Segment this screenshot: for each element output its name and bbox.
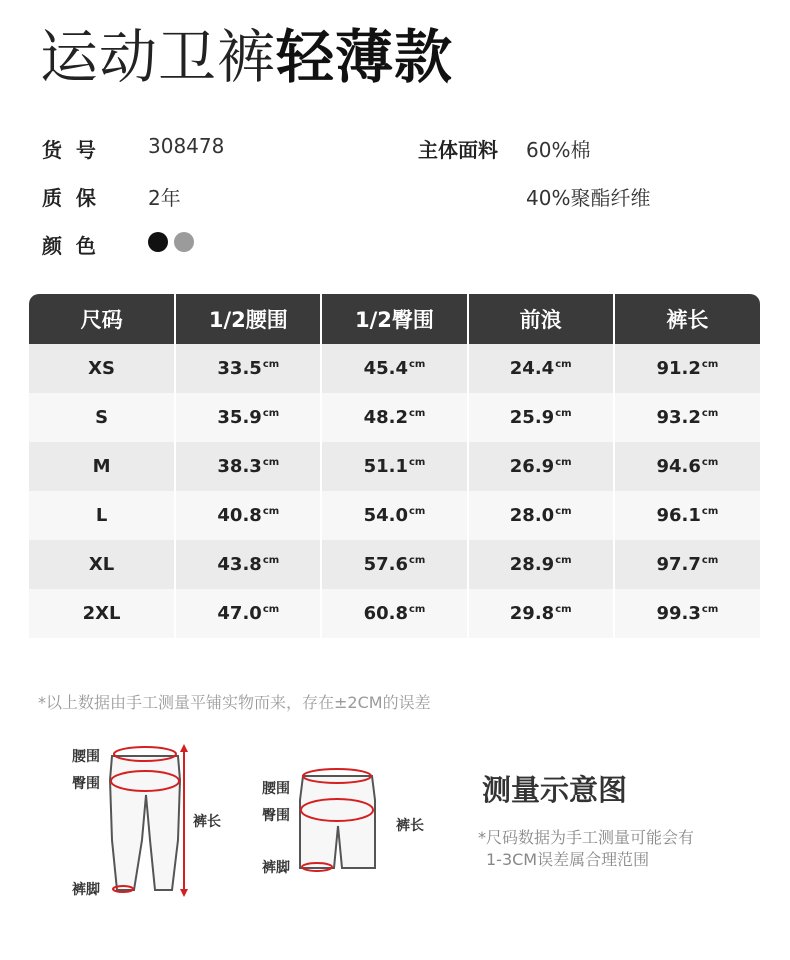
cell-value: L bbox=[95, 505, 108, 526]
unit-label: cm bbox=[262, 457, 280, 468]
cell-value: 33.5 bbox=[217, 358, 262, 379]
header-size: 尺码 bbox=[29, 294, 175, 344]
cell-value: 45.4 bbox=[363, 358, 408, 379]
unit-label: cm bbox=[409, 604, 426, 615]
item-no-value: 308478 bbox=[148, 134, 225, 158]
cell-half-waist bbox=[175, 491, 321, 540]
title-bold: 轻薄款 bbox=[276, 23, 454, 91]
cell-value: 96.1 bbox=[656, 505, 701, 526]
cell-value: 47.0 bbox=[217, 603, 262, 624]
diagram-note-line1: *尺码数据为手工测量可能会有 bbox=[478, 828, 695, 847]
unit-label: cm bbox=[409, 555, 426, 566]
unit-label: cm bbox=[262, 604, 280, 615]
title-light: 运动卫裤 bbox=[40, 23, 277, 91]
unit-label: cm bbox=[409, 457, 426, 468]
table-row bbox=[29, 540, 760, 589]
page-title bbox=[40, 22, 453, 92]
cell-half-hip bbox=[321, 540, 467, 589]
unit-label: cm bbox=[555, 457, 572, 468]
item-no-label: 货 号 bbox=[42, 138, 96, 162]
shorts-illustration bbox=[300, 769, 375, 871]
unit-label: cm bbox=[701, 457, 719, 468]
cell-value: 2XL bbox=[82, 603, 121, 624]
cell-half-hip bbox=[321, 344, 467, 393]
cell-size bbox=[29, 393, 175, 442]
unit-label: cm bbox=[409, 506, 426, 517]
shorts-waist-label: 腰围 bbox=[262, 781, 290, 797]
table-row bbox=[29, 344, 760, 393]
cell-value: XL bbox=[88, 554, 115, 575]
unit-label: cm bbox=[409, 359, 426, 370]
cell-value: XS bbox=[88, 358, 116, 379]
unit-label: cm bbox=[409, 408, 426, 419]
cell-value: 25.9 bbox=[509, 407, 555, 428]
fabric-value-2: 40%聚酯纤维 bbox=[526, 186, 651, 210]
unit-label: cm bbox=[701, 604, 719, 615]
color-swatch-black[interactable] bbox=[148, 232, 168, 252]
cell-value: 94.6 bbox=[656, 456, 701, 477]
cell-half-waist bbox=[175, 540, 321, 589]
unit-label: cm bbox=[701, 359, 719, 370]
color-label: 颜 色 bbox=[42, 234, 96, 258]
warranty-label: 质 保 bbox=[42, 186, 96, 210]
cell-half-waist bbox=[175, 344, 321, 393]
cell-length bbox=[614, 540, 760, 589]
cell-front-rise bbox=[468, 344, 614, 393]
cell-half-waist bbox=[175, 589, 321, 638]
shorts-hip-label: 臀围 bbox=[262, 808, 290, 824]
cell-value: 24.4 bbox=[509, 358, 555, 379]
cell-size bbox=[29, 442, 175, 491]
unit-label: cm bbox=[555, 359, 572, 370]
cell-value: 38.3 bbox=[217, 456, 262, 477]
diagram-note-line2: 1-3CM误差属合理范围 bbox=[486, 850, 650, 869]
cell-size bbox=[29, 344, 175, 393]
unit-label: cm bbox=[555, 555, 572, 566]
fabric-label: 主体面料 bbox=[418, 138, 498, 162]
unit-label: cm bbox=[701, 555, 719, 566]
cell-value: 93.2 bbox=[656, 407, 701, 428]
cell-value: 40.8 bbox=[217, 505, 262, 526]
unit-label: cm bbox=[701, 408, 719, 419]
cell-front-rise bbox=[468, 393, 614, 442]
cell-value: 91.2 bbox=[656, 358, 701, 379]
cell-value: 28.9 bbox=[509, 554, 555, 575]
cell-value: M bbox=[92, 456, 111, 477]
cell-value: 43.8 bbox=[217, 554, 262, 575]
unit-label: cm bbox=[262, 506, 280, 517]
shorts-length-label: 裤长 bbox=[396, 818, 424, 834]
unit-label: cm bbox=[555, 604, 572, 615]
cell-value: 29.8 bbox=[509, 603, 555, 624]
table-row bbox=[29, 442, 760, 491]
long-pants-illustration bbox=[110, 744, 188, 897]
cell-value: 26.9 bbox=[509, 456, 555, 477]
cell-value: 99.3 bbox=[656, 603, 701, 624]
cell-value: 35.9 bbox=[217, 407, 262, 428]
cell-value: 48.2 bbox=[363, 407, 408, 428]
long-pants-waist-label: 腰围 bbox=[72, 749, 100, 765]
diagram-title: 测量示意图 bbox=[482, 773, 628, 807]
unit-label: cm bbox=[262, 555, 280, 566]
cell-value: 54.0 bbox=[363, 505, 408, 526]
cell-half-hip bbox=[321, 393, 467, 442]
long-pants-length-label: 裤长 bbox=[193, 814, 221, 830]
cell-front-rise bbox=[468, 442, 614, 491]
table-row bbox=[29, 491, 760, 540]
cell-size bbox=[29, 491, 175, 540]
cell-length bbox=[614, 344, 760, 393]
cell-front-rise bbox=[468, 540, 614, 589]
size-table-header bbox=[29, 294, 760, 344]
cell-size bbox=[29, 589, 175, 638]
header-half-waist: 1/2腰围 bbox=[175, 294, 321, 344]
cell-half-waist bbox=[175, 393, 321, 442]
cell-half-hip bbox=[321, 491, 467, 540]
warranty-value: 2年 bbox=[148, 186, 181, 210]
cell-half-waist bbox=[175, 442, 321, 491]
cell-value: 97.7 bbox=[656, 554, 701, 575]
cell-value: 60.8 bbox=[363, 603, 408, 624]
measurement-note: *以上数据由手工测量平铺实物而来，存在±2CM的误差 bbox=[38, 693, 431, 712]
cell-size bbox=[29, 540, 175, 589]
table-row bbox=[29, 589, 760, 638]
unit-label: cm bbox=[262, 408, 280, 419]
header-length: 裤长 bbox=[614, 294, 760, 344]
cell-value: 51.1 bbox=[363, 456, 408, 477]
cell-half-hip bbox=[321, 442, 467, 491]
long-pants-hem-label: 裤脚 bbox=[72, 882, 100, 898]
shorts-hem-label: 裤脚 bbox=[262, 860, 290, 876]
long-pants-hip-label: 臀围 bbox=[72, 776, 100, 792]
cell-front-rise bbox=[468, 491, 614, 540]
unit-label: cm bbox=[701, 506, 719, 517]
size-table bbox=[29, 294, 760, 638]
unit-label: cm bbox=[555, 408, 572, 419]
fabric-value-1: 60%棉 bbox=[526, 138, 591, 162]
cell-length bbox=[614, 589, 760, 638]
table-row bbox=[29, 393, 760, 442]
cell-length bbox=[614, 393, 760, 442]
unit-label: cm bbox=[262, 359, 280, 370]
header-half-hip: 1/2臀围 bbox=[321, 294, 467, 344]
cell-value: 28.0 bbox=[509, 505, 555, 526]
cell-half-hip bbox=[321, 589, 467, 638]
header-front-rise: 前浪 bbox=[468, 294, 614, 344]
cell-length bbox=[614, 491, 760, 540]
cell-length bbox=[614, 442, 760, 491]
cell-value: 57.6 bbox=[363, 554, 408, 575]
cell-front-rise bbox=[468, 589, 614, 638]
color-swatch-gray[interactable] bbox=[174, 232, 194, 252]
unit-label: cm bbox=[555, 506, 572, 517]
cell-value: S bbox=[95, 407, 109, 428]
